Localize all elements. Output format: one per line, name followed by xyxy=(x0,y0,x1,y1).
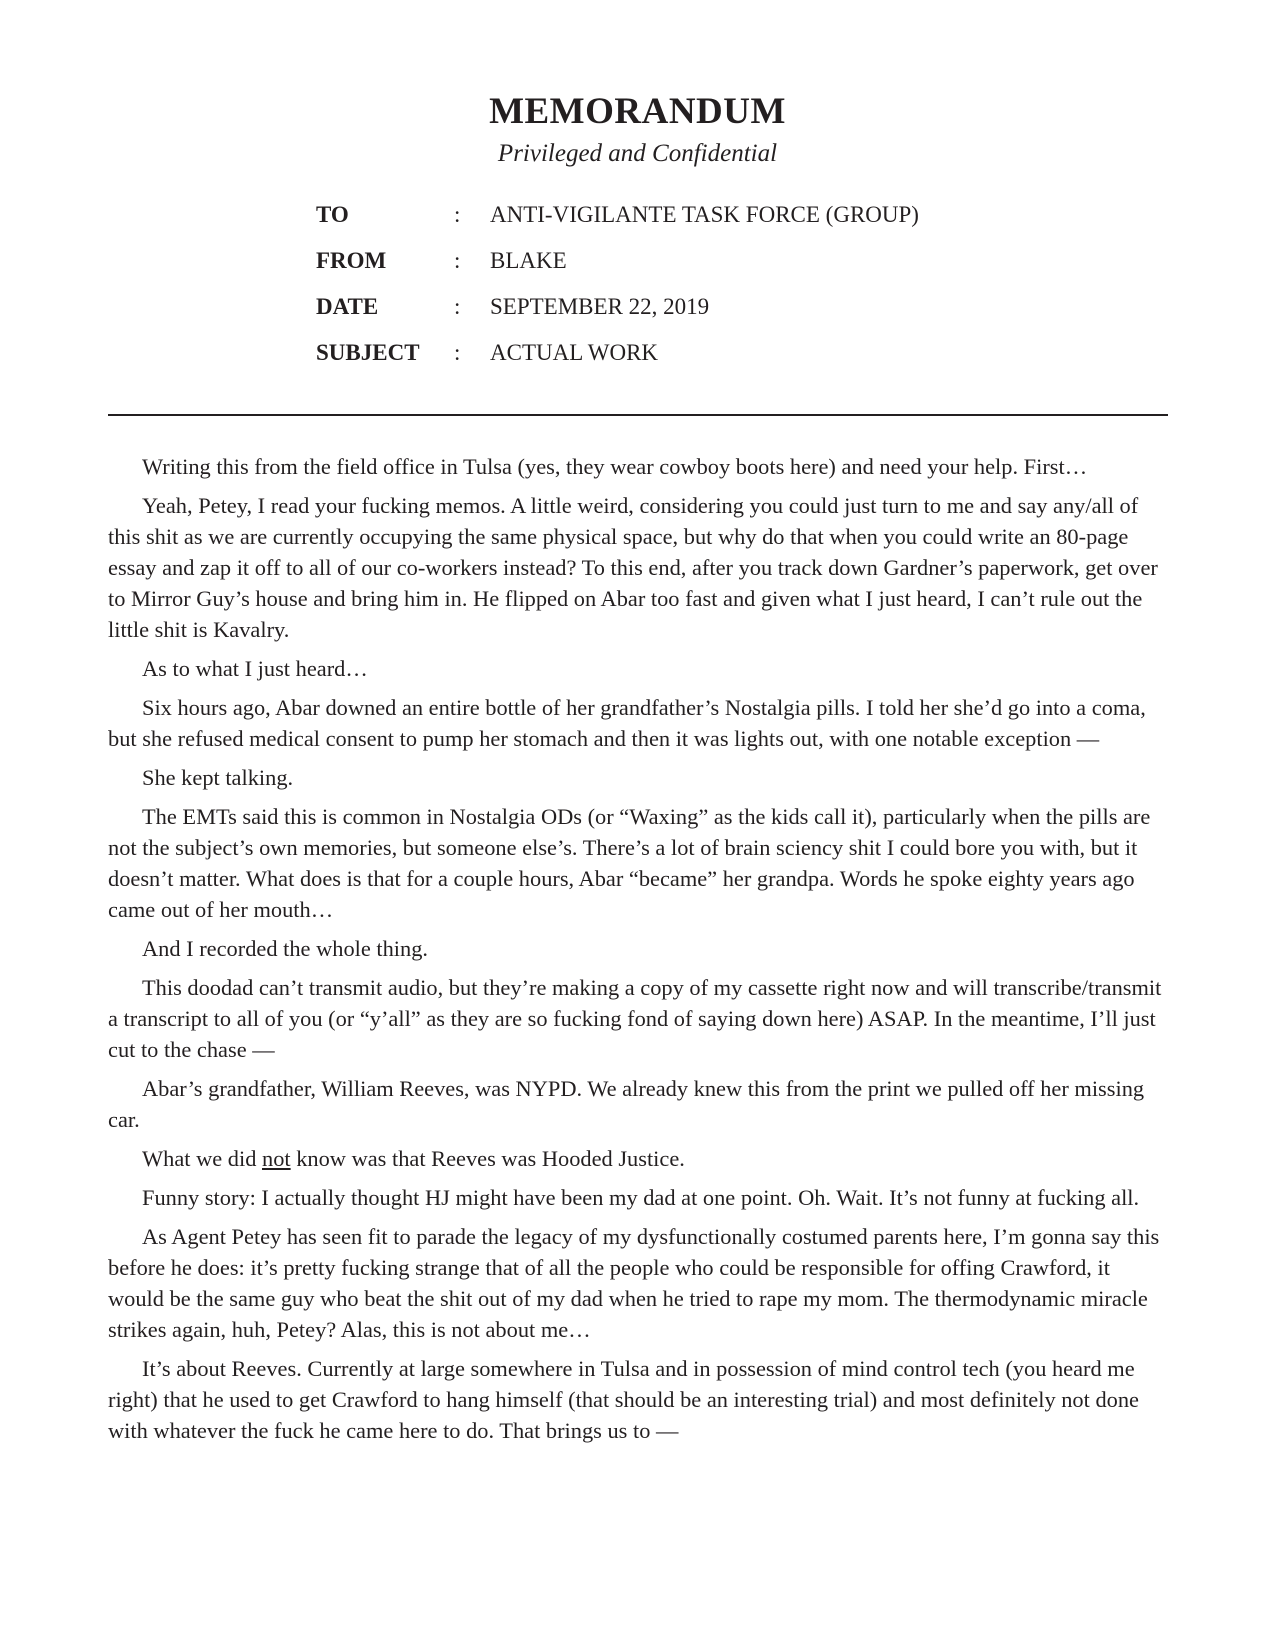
body-paragraph: This doodad can’t transmit audio, but they’re making a copy of my cassette right now and will transcribe/transmit a transcript to all of you (or “y’all” as they are so fucking fond of saying down here) ASAP. In the meantime, I’ll just cut to the chase — xyxy=(108,975,1162,1062)
body-paragraph: And I recorded the whole thing. xyxy=(142,936,429,961)
field-colon: : xyxy=(454,202,461,227)
field-value: SEPTEMBER 22, 2019 xyxy=(490,294,710,319)
underlined-emphasis: not xyxy=(262,1146,291,1171)
field-value: ANTI-VIGILANTE TASK FORCE (GROUP) xyxy=(490,202,919,227)
field-label: SUBJECT xyxy=(316,340,420,365)
memo-subtitle: Privileged and Confidential xyxy=(497,140,778,167)
field-colon: : xyxy=(454,248,461,273)
body-paragraph: As Agent Petey has seen fit to parade the legacy of my dysfunctionally costumed parents here, I’m gonna say this before he does: it’s pretty fucking strange that of all the people who could be responsible for offing Crawford, it would be the same guy who beat the shit out of my dad when he tried to rape my mom. The thermodynamic miracle strikes again, huh, Petey? Alas, this is not about me… xyxy=(108,1224,1160,1342)
body-paragraph: Writing this from the field office in Tulsa (yes, they wear cowboy boots here) and need your help. First… xyxy=(142,454,1088,479)
field-from xyxy=(316,246,1116,292)
body-paragraph: Six hours ago, Abar downed an entire bottle of her grandfather’s Nostalgia pills. I told her she’d go into a coma, but she refused medical consent to pump her stomach and then it was lights out, with one notable exception — xyxy=(108,695,1146,751)
body-text-run: What we did xyxy=(142,1146,262,1171)
memo-body xyxy=(108,451,1170,1454)
field-to xyxy=(316,200,1116,246)
memo-title: MEMORANDUM xyxy=(489,91,786,132)
body-paragraph: The EMTs said this is common in Nostalgia ODs (or “Waxing” as the kids call it), particularly when the pills are not the subject’s own memories, but someone else’s. There’s a lot of brain sciency shit I could bore you with, but it doesn’t matter. What does is that for a couple hours, Abar “became” her grandpa. Words he spoke eighty years ago came out of her mouth… xyxy=(108,804,1151,922)
body-paragraph: She kept talking. xyxy=(142,765,294,790)
field-label: FROM xyxy=(316,248,387,273)
body-paragraph: Yeah, Petey, I read your fucking memos. A little weird, considering you could just turn to me and say any/all of this shit as we are currently occupying the same physical space, but why do that when you could write an 80-page essay and zap it off to all of our co-workers instead? To this end, after you track down Gardner’s paperwork, get over to Mirror Guy’s house and bring him in. He flipped on Abar too fast and given what I just heard, I can’t rule out the little shit is Kavalry. xyxy=(108,493,1158,642)
field-label: TO xyxy=(316,202,349,227)
body-text-run: know was that Reeves was Hooded Justice. xyxy=(290,1146,685,1171)
field-value: ACTUAL WORK xyxy=(490,340,659,365)
body-paragraph: Funny story: I actually thought HJ might have been my dad at one point. Oh. Wait. It’s not funny at fucking all. xyxy=(142,1185,1140,1210)
header-divider xyxy=(108,414,1168,416)
field-colon: : xyxy=(454,340,461,365)
body-paragraph: Abar’s grandfather, William Reeves, was NYPD. We already knew this from the print we pulled off her missing car. xyxy=(108,1076,1145,1132)
body-paragraph: As to what I just heard… xyxy=(142,656,368,681)
field-colon: : xyxy=(454,294,461,319)
field-subject xyxy=(316,338,1116,384)
field-label: DATE xyxy=(316,294,379,319)
body-paragraph xyxy=(108,1143,1170,1174)
field-value: BLAKE xyxy=(490,248,567,273)
field-date xyxy=(316,292,1116,338)
memo-header-fields xyxy=(316,200,1116,384)
body-paragraph: It’s about Reeves. Currently at large somewhere in Tulsa and in possession of mind control tech (you heard me right) that he used to get Crawford to hang himself (that should be an interesting trial) and most definitely not done with whatever the fuck he came here to do. That brings us to — xyxy=(108,1356,1139,1443)
